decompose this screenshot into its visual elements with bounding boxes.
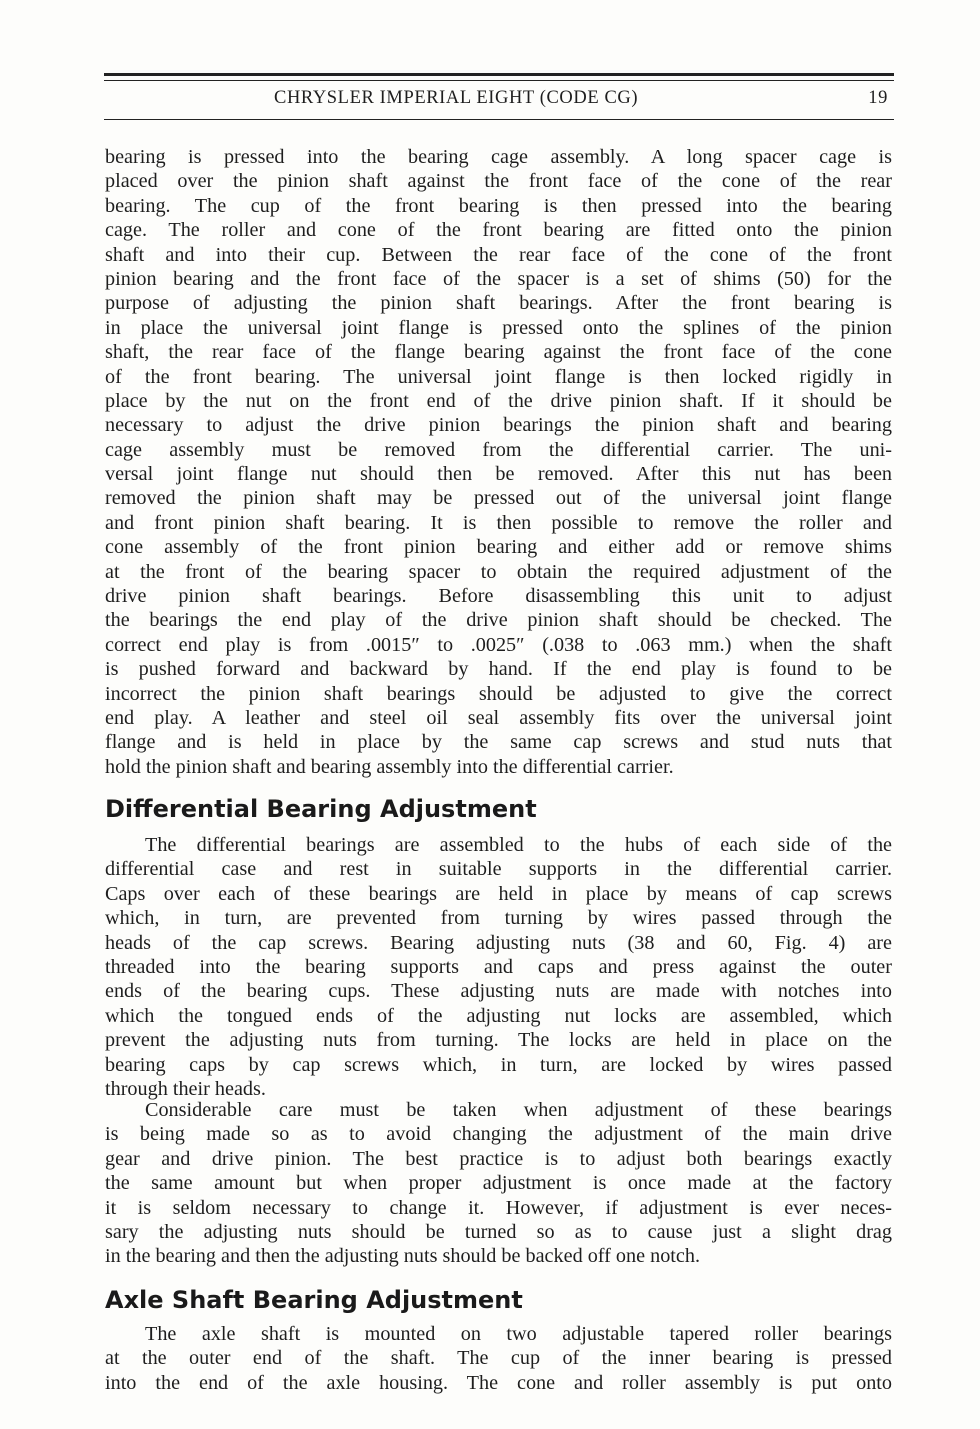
- header-rule-thick: [104, 73, 894, 76]
- text-line: incorrect the pinion shaft bearings should be adjusted to give the correct: [105, 682, 892, 705]
- text-line: Caps over each of these bearings are held in place by means of cap screws: [105, 882, 892, 905]
- header-rule-bottom: [104, 119, 894, 120]
- text-line: pinion bearing and the front face of the spacer is a set of shims (50) for the: [105, 267, 892, 290]
- text-line: necessary to adjust the drive pinion bearings the pinion shaft and bearing: [105, 414, 892, 437]
- text-line: shaft, the rear face of the flange bearing against the front face of the cone: [105, 341, 892, 364]
- text-line: end play. A leather and steel oil seal assembly fits over the universal joint: [105, 706, 892, 729]
- paragraph-adjustment-care: [105, 1098, 892, 1269]
- text-line: cage. The roller and cone of the front bearing are fitted onto the pinion: [105, 219, 892, 242]
- text-line: differential case and rest in suitable supports in the differential carrier.: [105, 858, 892, 881]
- text-line: the same amount but when proper adjustment is once made at the factory: [105, 1172, 892, 1195]
- text-line: correct end play is from .0015″ to .0025″ (.038 to .063 mm.) when the shaft: [105, 633, 892, 656]
- text-line: is pushed forward and backward by hand. If the end play is found to be: [105, 658, 892, 681]
- text-line: through their heads.: [105, 1077, 266, 1100]
- text-line: which, in turn, are prevented from turning by wires passed through the: [105, 907, 892, 930]
- text-line: is being made so as to avoid changing the adjustment of the main drive: [105, 1123, 892, 1146]
- text-line: bearing caps by cap screws which, in turn, are locked by wires passed: [105, 1053, 892, 1076]
- text-line: place by the nut on the front end of the drive pinion shaft. If it should be: [105, 389, 892, 412]
- header-rule-thin: [104, 80, 894, 81]
- text-line: hold the pinion shaft and bearing assembly into the differential carrier.: [105, 755, 674, 778]
- text-line: drive pinion shaft bearings. Before disassembling this unit to adjust: [105, 585, 892, 608]
- text-line: in place the universal joint flange is pressed onto the splines of the pinion: [105, 316, 892, 339]
- text-line: cage assembly must be removed from the differential carrier. The uni-: [105, 438, 892, 461]
- text-line: sary the adjusting nuts should be turned so as to cause just a slight drag: [105, 1220, 892, 1243]
- text-line: the bearings the end play of the drive pinion shaft should be checked. The: [105, 609, 892, 632]
- text-line: and front pinion shaft bearing. It is then possible to remove the roller and: [105, 511, 892, 534]
- paragraph-differential-bearings: [105, 833, 892, 1101]
- text-line: Considerable care must be taken when adjustment of these bearings: [145, 1099, 892, 1121]
- text-line: gear and drive pinion. The best practice is to adjust both bearings exactly: [105, 1147, 892, 1170]
- text-line: threaded into the bearing supports and caps and press against the outer: [105, 955, 892, 978]
- section-heading-differential: Differential Bearing Adjustment: [105, 795, 537, 823]
- text-line: bearing is pressed into the bearing cage assembly. A long spacer cage is: [105, 146, 892, 168]
- text-line: The differential bearings are assembled to the hubs of each side of the: [145, 834, 892, 856]
- text-line: heads of the cap screws. Bearing adjusting nuts (38 and 60, Fig. 4) are: [105, 931, 892, 954]
- paragraph-pinion-bearing: [105, 145, 892, 779]
- text-line: in the bearing and then the adjusting nuts should be backed off one notch.: [105, 1245, 701, 1268]
- text-line: flange and is held in place by the same cap screws and stud nuts that: [105, 731, 892, 754]
- text-line: ends of the bearing cups. These adjusting nuts are made with notches into: [105, 980, 892, 1003]
- text-line: cone assembly of the front pinion bearing and either add or remove shims: [105, 536, 892, 559]
- text-line: into the end of the axle housing. The cone and roller assembly is put onto: [105, 1371, 892, 1394]
- text-line: shaft and into their cup. Between the rear face of the cone of the front: [105, 243, 892, 266]
- section-heading-axle-shaft: Axle Shaft Bearing Adjustment: [105, 1286, 523, 1314]
- text-line: bearing. The cup of the front bearing is then pressed into the bearing: [105, 194, 892, 217]
- text-line: purpose of adjusting the pinion shaft bearings. After the front bearing is: [105, 292, 892, 315]
- text-line: versal joint flange nut should then be removed. After this nut has been: [105, 463, 892, 486]
- text-line: removed the pinion shaft may be pressed out of the universal joint flange: [105, 487, 892, 510]
- text-line: at the front of the bearing spacer to obtain the required adjustment of the: [105, 560, 892, 583]
- text-line: it is seldom necessary to change it. However, if adjustment is ever neces-: [105, 1196, 892, 1219]
- running-title: CHRYSLER IMPERIAL EIGHT (CODE CG): [274, 88, 639, 108]
- text-line: placed over the pinion shaft against the front face of the cone of the rear: [105, 170, 892, 193]
- text-line: The axle shaft is mounted on two adjustable tapered roller bearings: [145, 1323, 892, 1345]
- paragraph-axle-shaft: [105, 1322, 892, 1395]
- text-line: which the tongued ends of the adjusting nut locks are assembled, which: [105, 1004, 892, 1027]
- running-header: [104, 88, 894, 114]
- page-number: 19: [868, 88, 888, 108]
- text-line: at the outer end of the shaft. The cup of the inner bearing is pressed: [105, 1347, 892, 1370]
- text-line: prevent the adjusting nuts from turning. The locks are held in place on the: [105, 1029, 892, 1052]
- text-line: of the front bearing. The universal joint flange is then locked rigidly in: [105, 365, 892, 388]
